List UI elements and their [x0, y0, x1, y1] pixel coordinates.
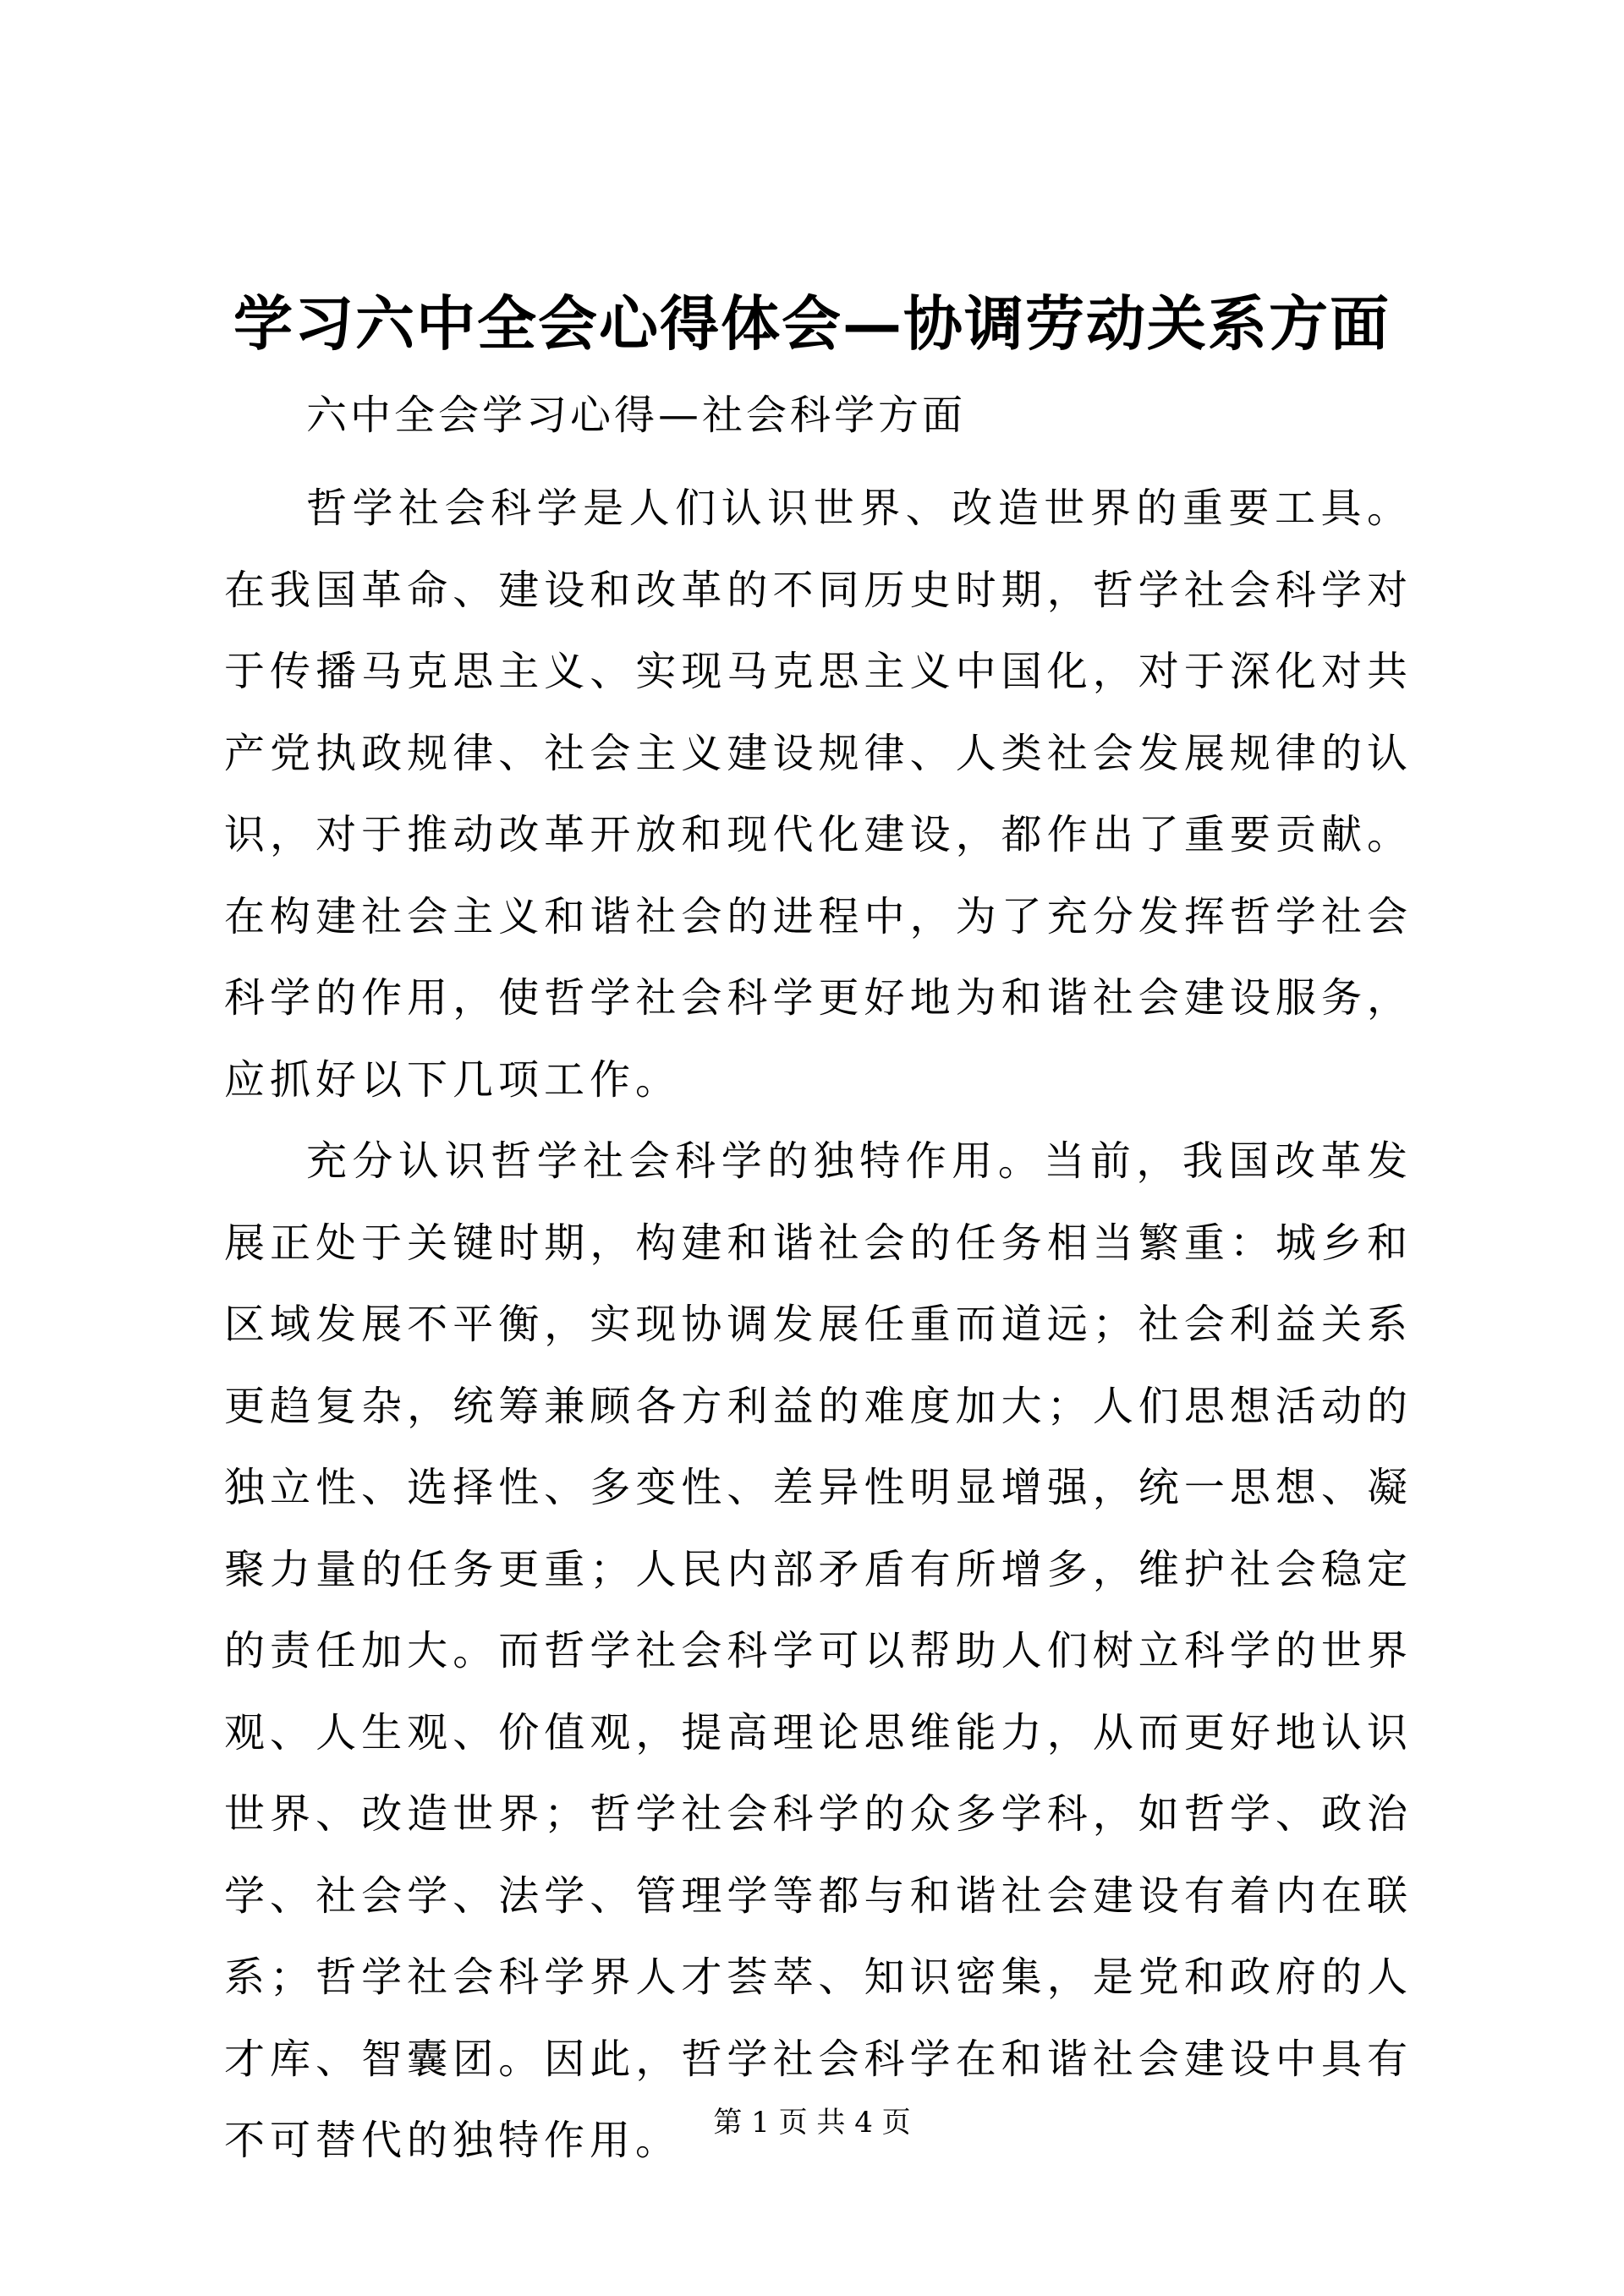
paragraph-2: 充分认识哲学社会科学的独特作用。当前，我国改革发展正处于关键时期，构建和谐社会的任务相当繁重：城乡和区域发展不平衡，实现协调发展任重而道远；社会利益关系更趋复杂，统筹兼顾各方利益的难度加大；人们思想活动的独立性、选择性、多变性、差异性明显增强，统一思想、凝聚力量的任务更重；人民内部矛盾有所增多，维护社会稳定的责任加大。而哲学社会科学可以帮助人们树立科学的世界观、人生观、价值观，提高理论思维能力，从而更好地认识世界、改造世界；哲学社会科学的众多学科，如哲学、政治学、社会学、法学、管理学等都与和谐社会建设有着内在联系；哲学社会科学界人才荟萃、知识密集，是党和政府的人才库、智囊团。因此，哲学社会科学在和谐社会建设中具有不可替代的独特作用。 — [224, 1137, 1413, 2164]
page-number-footer: 第 1 页 共 4 页 — [713, 2106, 911, 2140]
document-title: 学习六中全会心得体会—协调劳动关系方面 — [233, 288, 1391, 359]
document-subtitle: 六中全会学习心得—社会科学方面 — [306, 392, 967, 439]
paragraph-1: 哲学社会科学是人们认识世界、改造世界的重要工具。在我国革命、建设和改革的不同历史时期，哲学社会科学对于传播马克思主义、实现马克思主义中国化，对于深化对共产党执政规律、社会主义建设规律、人类社会发展规律的认识，对于推动改革开放和现代化建设，都作出了重要贡献。在构建社会主义和谐社会的进程中，为了充分发挥哲学社会科学的作用，使哲学社会科学更好地为和谐社会建设服务，应抓好以下几项工作。 — [224, 485, 1413, 1104]
document-body — [224, 468, 1413, 2182]
